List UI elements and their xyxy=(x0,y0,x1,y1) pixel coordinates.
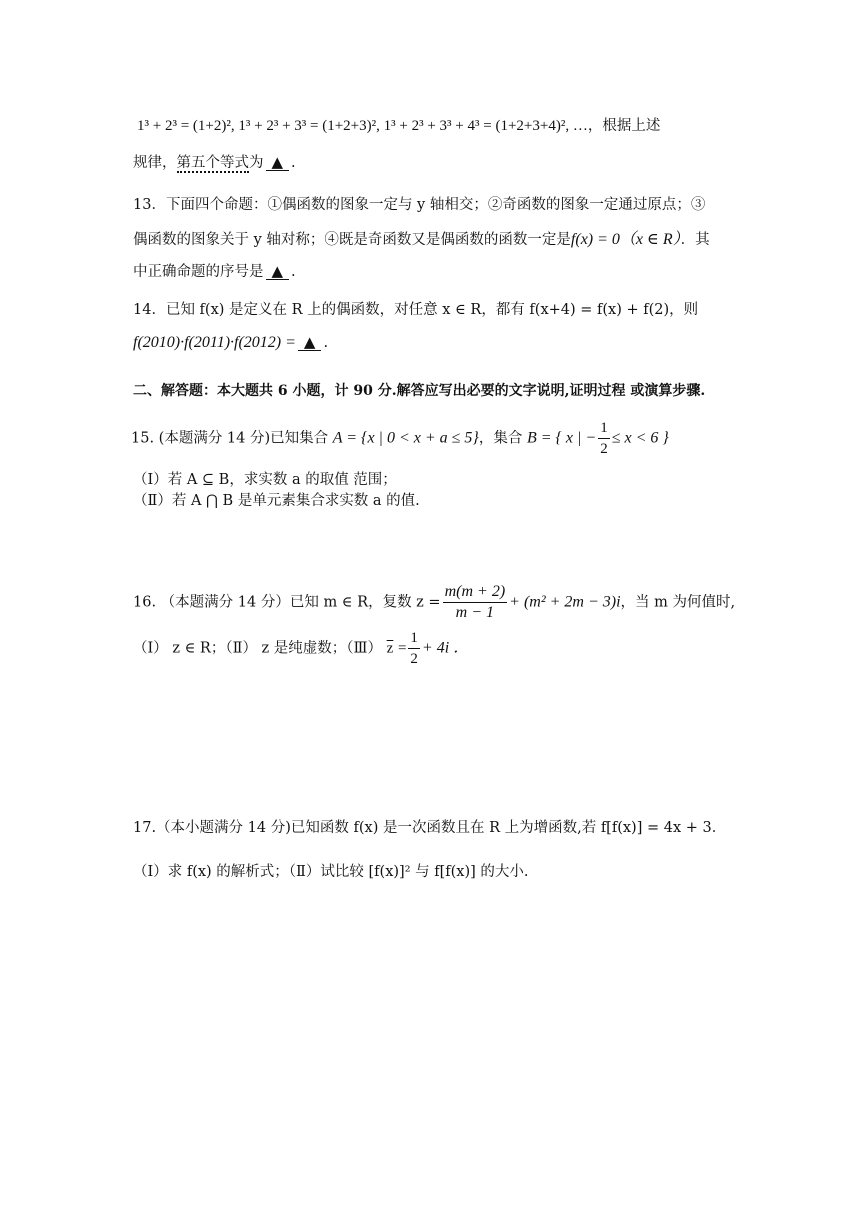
q12-emphasis-text: 第五个等式 xyxy=(176,155,249,171)
section-2-header xyxy=(133,381,733,401)
q14-line2 xyxy=(133,333,733,353)
q16-frac-num: m(m + 2) xyxy=(443,582,508,603)
q12-line1 xyxy=(137,116,737,136)
q16-pre: 16. （本题满分 14 分）已知 m ∈ R，复数 z = xyxy=(133,594,441,611)
answer-blank[interactable]: ▲ xyxy=(266,263,290,280)
section-2-label: 二、解答题： xyxy=(133,383,217,399)
q12-end: . xyxy=(291,155,296,171)
q16-line2-pre: （Ⅰ） z ∈ R；（Ⅱ） z 是纯虚数；（Ⅲ） xyxy=(133,640,383,657)
q13-line3-text: 中正确命题的序号是 xyxy=(133,264,264,280)
q15-set-b-post: ≤ x < 6 } xyxy=(611,429,669,447)
q12-line2-post: 为 xyxy=(249,155,264,171)
q13-line2 xyxy=(133,230,733,250)
q14-line1: 14．已知 f(x) 是定义在 R 上的偶函数，对任意 x ∈ R，都有 f(x+4) = f(x) + f(2)，则 xyxy=(133,302,699,318)
q16-post: ，当 m 为何值时, xyxy=(620,594,736,611)
q16-frac2-den: 2 xyxy=(410,651,418,667)
q13-line2-post: ．其 xyxy=(680,232,710,248)
q15-part1: （Ⅰ）若 A ⊆ B，求实数 a 的取值 范围； xyxy=(133,472,397,488)
q16-line1 xyxy=(133,582,736,623)
q14-end: . xyxy=(323,335,329,351)
q15-fraction xyxy=(598,418,610,459)
q16-mid: + (m² + 2m − 3)i xyxy=(509,593,621,611)
q15-set-a: A = {x | 0 < x + a ≤ 5} xyxy=(332,429,479,447)
q16-equals: = xyxy=(397,640,407,657)
q16-fraction-2 xyxy=(408,628,420,669)
q15-frac-num: 1 xyxy=(598,418,610,439)
q15-set-b-pre: B = { x | − xyxy=(526,429,597,447)
q16-frac-den: m − 1 xyxy=(455,604,495,621)
q13-line3 xyxy=(133,262,733,282)
q17-line1: 17.（本小题满分 14 分)已知函数 f(x) 是一次函数且在 R 上为增函数,若 f[f(x)] = 4x + 3． xyxy=(133,820,727,836)
q16-fraction xyxy=(443,582,508,623)
q15-mid: ，集合 xyxy=(478,430,523,447)
q13-line2-pre: 偶函数的图象关于 y 轴对称；④既是奇函数又是偶函数的函数一定是 xyxy=(133,232,571,248)
answer-blank[interactable]: ▲ xyxy=(298,334,322,351)
q12-formula: 1³ + 2³ = (1+2)², 1³ + 2³ + 3³ = (1+2+3)², 1³ + 2³ + 3³ + 4³ = (1+2+3+4)², … xyxy=(137,118,588,134)
q16-line2 xyxy=(133,628,733,669)
q17-line2: （Ⅰ）求 f(x) 的解析式；（Ⅱ）试比较 [f(x)]² 与 f[f(x)] 的大小. xyxy=(133,864,529,880)
q15-frac-den: 2 xyxy=(600,441,608,457)
q16-line2-post: + 4i ． xyxy=(421,639,470,657)
q13-math: f(x) = 0（x ∈ R） xyxy=(570,231,681,248)
q13-end: . xyxy=(291,264,296,280)
q15-line1 xyxy=(131,418,731,459)
q12-line2-pre: 规律， xyxy=(133,155,177,171)
q12-text-tail: ，根据上述 xyxy=(587,118,661,134)
answer-blank[interactable]: ▲ xyxy=(266,154,290,171)
q16-z-conjugate: $\overline{z}$ xyxy=(386,640,394,657)
q15-part2: （Ⅱ）若 A ⋂ B 是单元素集合求实数 a 的值. xyxy=(133,493,420,509)
q13-line1: 13．下面四个命题：①偶函数的图象一定与 y 轴相交；②奇函数的图象一定通过原点；③ xyxy=(133,197,706,213)
q14-math: f(2010)·f(2011)·f(2012) = xyxy=(133,334,296,351)
q15-pre: 15. (本题满分 14 分)已知集合 xyxy=(131,430,329,447)
q16-frac2-num: 1 xyxy=(408,628,420,649)
section-2-text: 本大题共 6 小题，计 90 分.解答应写出必要的文字说明,证明过程 或演算步骤. xyxy=(217,383,706,399)
q12-line2 xyxy=(133,153,733,173)
